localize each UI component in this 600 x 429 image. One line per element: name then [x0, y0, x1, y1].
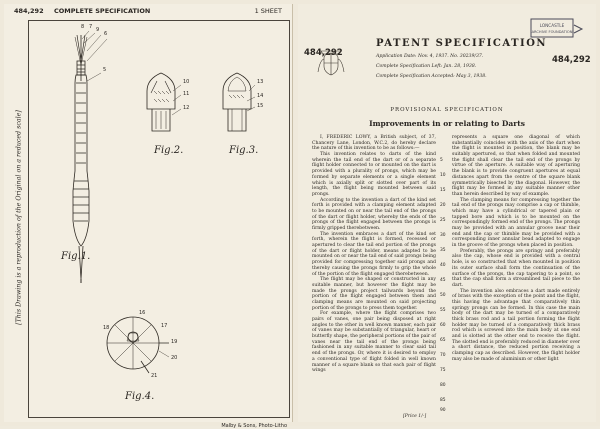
numeral-8: 8: [81, 24, 85, 30]
line-number: 50: [440, 293, 446, 298]
numeral-14: 14: [257, 93, 264, 99]
fig4-flight: [107, 317, 169, 373]
printer-credit: Malby & Sons, Photo-Litho: [221, 423, 287, 429]
line-number: 60: [440, 323, 446, 328]
line-number: 55: [440, 308, 446, 313]
numeral-6: 6: [104, 31, 108, 37]
numeral-20: 20: [171, 355, 178, 361]
drawing-sheet: [4, 4, 293, 429]
drawing-frame: [15, 20, 290, 429]
fig3-label: Fig.3.: [229, 145, 259, 156]
right-paragraph: The invention also embraces a dart made entirely of brass with the exception of the point and the flight, this having the advantage that comparatively thin springy prongs can be formed. In this case the main body of the dart may be turned of a comparatively thick brass rod and a tail portion forming the flight holder may be turned of a comparatively thick brass rod which is screwed into the main body at one end and is slotted at the other end to receive the flight. The slotted end is preferably reduced in diameter over a short distance, the reduced portion receiving a clamping cap as described. However, the flight holder may also be made of aluminium or other light: [452, 288, 580, 362]
right-text-column: [452, 135, 580, 363]
left-paragraph: The invention embraces a dart of the kind set forth, wherein the flight is formed, recessed or apertured to clear the tail end portion of the prongs of the dart or flight holder, means adapted to be mounted on or near the tail end of said prongs being provided for compressing together said prongs and thereby causing the prongs firmly to grip the whole of the portion of the flight engaged therebetween.: [312, 231, 436, 277]
numeral-19: 19: [171, 339, 178, 345]
numeral-21: 21: [151, 373, 158, 379]
stamp-text-2: ARCHIVE FOUNDATION: [531, 30, 573, 34]
right-paragraph: The clamping means for compressing together the tail end of the prongs may comprise a cap or thimble, which may have a cylindrical or tapered plain or tapped bore and which is to be mounted on the correspondingly formed end of the prongs. The prongs may be provided with an annular groove near their end and the cap or thimble may be provided with a corresponding inner annular bead adapted to engage in the groove of the prongs when placed in position.: [452, 197, 580, 249]
fig3-tail: [223, 73, 251, 131]
price-label: [Price 1/-]: [403, 414, 427, 419]
left-paragraph: The flight may be shaped or constructed in any suitable manner, but however the flight may be made the prongs project tailwards beyond the portion of the flight engaged between them and clamping means are mounted on said projecting portion of the prongs to press them together.: [312, 277, 436, 311]
left-text-column: [312, 135, 436, 374]
left-paragraph: According to the invention a dart of the kind set forth is provided with a clamping element adapted to be mounted on or near the tail end of the prongs of the dart or flight holder, whereby the ends of the prongs of the flight engaged between the prongs is firmly gripped therebetween.: [312, 197, 436, 231]
drawing-patent-number: 484,292: [14, 7, 44, 15]
fig1-dart: [73, 35, 89, 283]
patent-spec-title: PATENT SPECIFICATION: [376, 38, 548, 49]
complete-spec-left: Complete Specification Left: Jan. 28, 1938.: [376, 64, 477, 69]
line-number: 65: [440, 338, 446, 343]
line-number: 35: [440, 248, 446, 253]
fig2-tail: [147, 73, 175, 131]
numeral-18: 18: [103, 325, 110, 331]
numeral-16: 16: [139, 310, 146, 316]
numeral-10: 10: [183, 79, 190, 85]
left-paragraph: For example, where the flight comprises two pairs of vanes, one pair being disposed at right angles to the other in well known manner, each pair of vanes may be substantially of triangular, heart or butterfly shape, the peripheral portions of the pair of vanes near the tail end of the prongs being fashioned in any suitable manner to clear said tail end of the prongs. Or, where it is desired to employ a conventional type of flight folded in well known manner of a square blank so that each pair of flight wings: [312, 311, 436, 374]
numeral-13: 13: [257, 79, 264, 85]
provisional-heading: PROVISIONAL SPECIFICATION: [390, 107, 504, 113]
fig2-label: Fig.2.: [154, 145, 184, 156]
application-date: Application Date: Nov. 4, 1937. No. 30239/37.: [376, 54, 484, 59]
spec-number-left: 484,292: [304, 48, 343, 58]
spec-number-right: 484,292: [552, 55, 591, 65]
drawing-header: [14, 7, 284, 17]
side-note: [This Drawing is a reproduction of the Original on a reduced scale]: [15, 110, 23, 325]
numeral-5: 5: [103, 67, 107, 73]
line-number: 10: [440, 173, 446, 178]
fig1-label: Fig.1.: [61, 251, 91, 262]
line-number: 15: [440, 188, 446, 193]
crest-emblem: [316, 50, 346, 78]
line-number: 80: [440, 383, 446, 388]
line-number: 20: [440, 203, 446, 208]
line-number: 70: [440, 353, 446, 358]
numeral-17: 17: [161, 323, 168, 329]
left-paragraph: This invention relates to darts of the kind wherein the tail end of the dart or of a separate flight holder connected to or mounted on the dart is provided with a plurality of prongs, which may be formed by separate elements or a single element which is axially split or slotted over part of its length, the flight being mounted between said prongs.: [312, 152, 436, 197]
complete-spec-accepted: Complete Specification Accepted: May 3, 1938.: [376, 74, 487, 79]
numeral-15: 15: [257, 103, 264, 109]
right-paragraph: Preferably, the prongs are springy and preferably also the cap, whose end is provided with a central hole, is so constructed that when mounted in position its outer surface shall form the continuation of the surface of the prongs, the cap tapering to a point, so that the cap shall form a streamlined tail piece to the dart.: [452, 248, 580, 288]
fig4-label: Fig.4.: [125, 391, 155, 402]
numeral-7: 7: [89, 24, 93, 30]
left-paragraph: I, FREDERIC LOWY, a British subject, of 37, Chancery Lane, London, W.C.2, do hereby declare the nature of this invention to be as follows:—: [312, 135, 436, 152]
numeral-12: 12: [183, 105, 190, 111]
specification-sheet: [298, 4, 596, 422]
stamp-text-1: LONCASTLE: [539, 23, 565, 28]
line-number: 75: [440, 368, 446, 373]
archive-stamp: [530, 17, 584, 41]
improvements-heading: Improvements in or relating to Darts: [369, 119, 525, 128]
line-number: 5: [440, 158, 443, 163]
line-number: 40: [440, 263, 446, 268]
line-number: 90: [440, 408, 446, 413]
drawing-figures: [29, 21, 289, 417]
line-number: 85: [440, 398, 446, 403]
line-number: 30: [440, 233, 446, 238]
line-number: 25: [440, 218, 446, 223]
leader-lines: [82, 31, 255, 357]
numeral-11: 11: [183, 91, 190, 97]
drawing-header-title: COMPLETE SPECIFICATION: [54, 7, 151, 15]
numeral-9: 9: [96, 27, 100, 33]
right-paragraph: represents a square one diagonal of which substantially coincides with the axis of the dart when the flight is mounted in position, the blank may be suitably apertured, so that when folded and mounted the flight shall clear the tail end of the prongs by virtue of the aperture. A suitable way of aperturing the blank is to provide congruent apertures at equal distances apart from the centre of the square blank symmetrically bisected by the diagonal. However, the flight may be formed in any suitable manner other than herein described by way of example.: [452, 135, 580, 197]
sheet-count: 1 SHEET: [254, 7, 282, 15]
line-number: 45: [440, 278, 446, 283]
